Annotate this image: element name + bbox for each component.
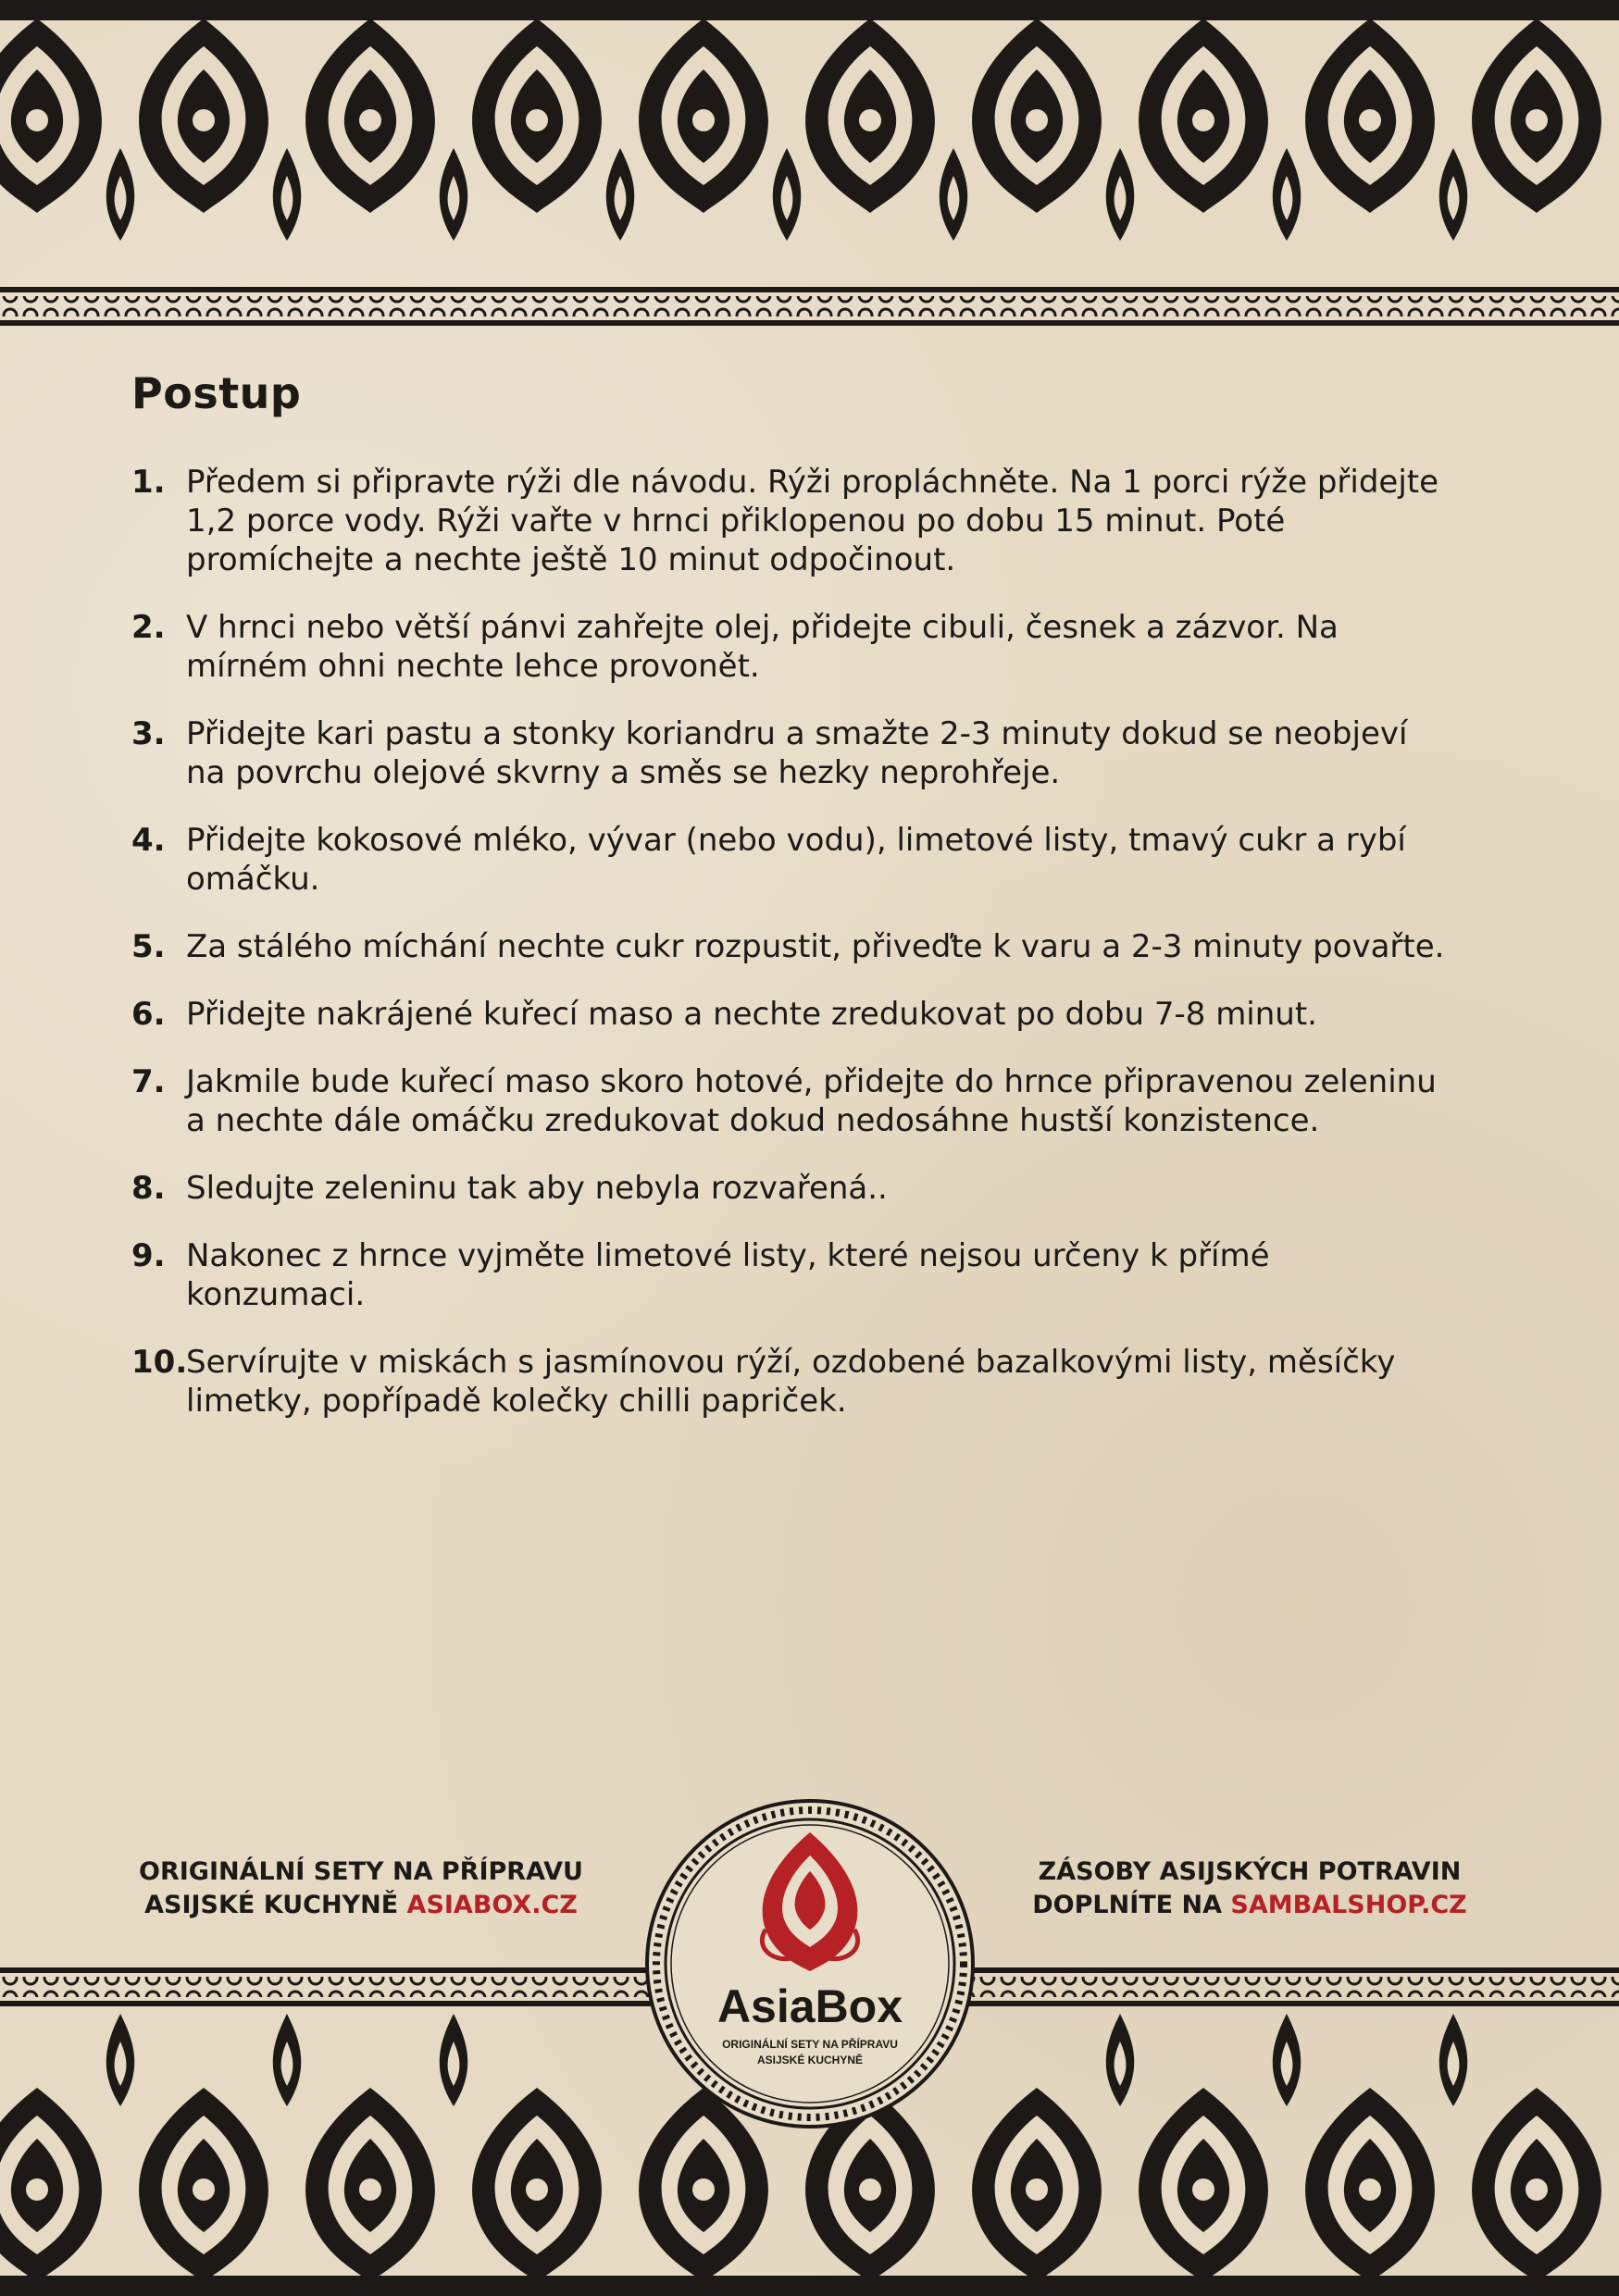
- list-item: [131, 463, 1455, 579]
- promo-line-prefix: DOPLNÍTE NA: [1032, 1891, 1231, 1919]
- steps-list: [131, 463, 1455, 1449]
- top-ornamental-border: [0, 0, 1619, 329]
- seal-tagline-1: ORIGINÁLNÍ SETY NA PŘÍPRAVU: [722, 2038, 898, 2051]
- seal-tagline-2: ASIJSKÉ KUCHYNĚ: [756, 2054, 864, 2066]
- step-text: V hrnci nebo větší pánvi zahřejte olej, přidejte cibuli, česnek a zázvor. Na mírném ohni nechte lehce provonět.: [186, 609, 1339, 685]
- list-item: [131, 927, 1455, 966]
- step-text: Jakmile bude kuřecí maso skoro hotové, přidejte do hrnce připravenou zeleninu a nechte dále omáčku zredukovat dokud nedosáhne hustší konzistence.: [186, 1063, 1437, 1139]
- step-number: 4.: [131, 822, 166, 859]
- step-number: 6.: [131, 996, 166, 1033]
- step-number: 9.: [131, 1237, 166, 1274]
- step-number: 10.: [131, 1344, 188, 1381]
- step-number: 1.: [131, 464, 166, 501]
- promo-line: ZÁSOBY ASIJSKÝCH POTRAVIN: [1038, 1857, 1462, 1886]
- step-text: Servírujte v miskách s jasmínovou rýží, ozdobené bazalkovými listy, měsíčky limetky, popřípadě kolečky chilli papriček.: [186, 1344, 1396, 1420]
- step-number: 8.: [131, 1170, 166, 1207]
- list-item: [131, 995, 1455, 1034]
- list-item: [131, 1236, 1455, 1314]
- page-title: Postup: [131, 368, 302, 418]
- step-text: Předem si připravte rýži dle návodu. Rýži propláchněte. Na 1 porci rýže přidejte 1,2 porce vody. Rýži vařte v hrnci přiklopenou po dobu 15 minut. Poté promíchejte a nechte ještě 10 minut odpočinout.: [186, 464, 1439, 578]
- step-number: 2.: [131, 609, 166, 646]
- promo-sambalshop: [981, 1855, 1518, 1922]
- list-item: [131, 1343, 1455, 1421]
- promo-line-prefix: ASIJSKÉ KUCHYNĚ: [144, 1891, 407, 1919]
- promo-line: [981, 1889, 1518, 1922]
- list-item: [131, 608, 1455, 686]
- sambalshop-link[interactable]: SAMBALSHOP.CZ: [1230, 1891, 1467, 1919]
- list-item: [131, 1062, 1455, 1140]
- step-text: Přidejte kokosové mléko, vývar (nebo vodu), limetové listy, tmavý cukr a rybí omáčku.: [186, 822, 1406, 898]
- step-number: 7.: [131, 1063, 166, 1100]
- step-text: Přidejte kari pastu a stonky koriandru a smažte 2-3 minuty dokud se neobjeví na povrchu olejové skvrny a směs se hezky neprohřeje.: [186, 715, 1408, 791]
- step-text: Za stálého míchání nechte cukr rozpustit, přiveďte k varu a 2-3 minuty povařte.: [186, 928, 1445, 965]
- promo-line: [93, 1889, 629, 1922]
- promo-asiabox: [93, 1855, 629, 1922]
- promo-line: ORIGINÁLNÍ SETY NA PŘÍPRAVU: [139, 1857, 583, 1886]
- list-item: [131, 1169, 1455, 1208]
- step-number: 3.: [131, 715, 166, 752]
- seal-brand: AsiaBox: [716, 1980, 903, 2032]
- step-number: 5.: [131, 928, 166, 965]
- step-text: Sledujte zeleninu tak aby nebyla rozvařená..: [186, 1170, 888, 1207]
- asiabox-seal-logo: [643, 1797, 977, 2130]
- list-item: [131, 714, 1455, 792]
- step-text: Přidejte nakrájené kuřecí maso a nechte zredukovat po dobu 7-8 minut.: [186, 996, 1317, 1033]
- step-text: Nakonec z hrnce vyjměte limetové listy, které nejsou určeny k přímé konzumaci.: [186, 1237, 1270, 1313]
- list-item: [131, 821, 1455, 899]
- asiabox-link[interactable]: ASIABOX.CZ: [406, 1891, 578, 1919]
